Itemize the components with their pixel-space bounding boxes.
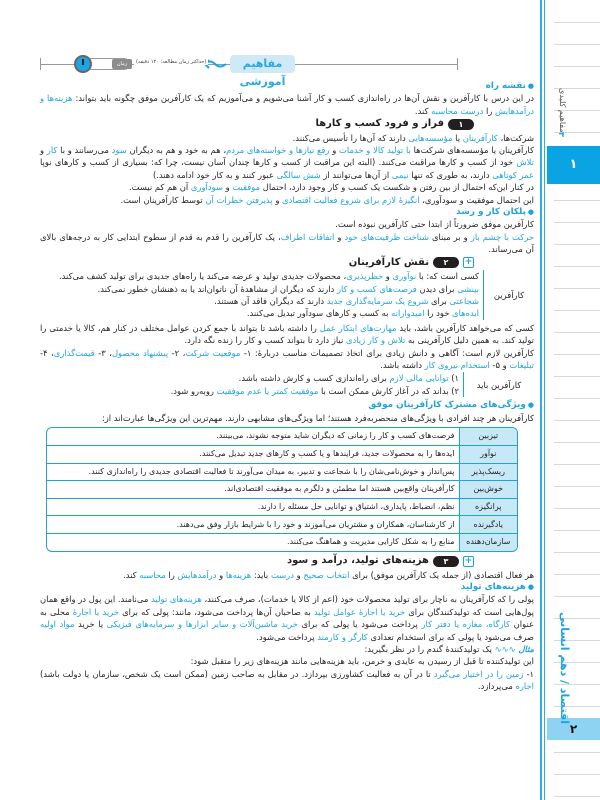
margin-border-line (544, 0, 545, 800)
table-row (47, 428, 517, 446)
margin-ruling-line (554, 574, 600, 575)
roadmap-heading: ● نقشه راه (40, 80, 534, 92)
section-title: نقش کارآفرینان (348, 256, 429, 268)
section-number-badge: ۲ (433, 257, 459, 268)
margin-ruling-line (554, 44, 600, 45)
trait-name-cell: پرانگیزه (459, 498, 517, 516)
main-content (40, 80, 534, 693)
brace-item: ۱) توانایی مالی لازم برای راه‌اندازی کسب و کارش داشته باشد. (238, 373, 459, 384)
key-concepts-marker: ۳ (557, 132, 566, 137)
paragraph: پولی را که کارآفرینان به ناچار برای تولید محصولات خود (اعم از کالا یا خدمات)، صرف می‌کنند، هزینه‌های تولید می‌نامند. این پول در واقع همان پول‌هایی است که تولیدکنندگان برای خرید یا اجارهٔ عوامل تولید به صاحبان آن‌ها پرداخت می‌شود، مانند: پولی که برای خرید یا اجارهٔ محلی به عنوان کارگاه، مغازه یا دفتر کار پرداخت می‌شود یا پولی که برای خرید ماشین‌آلات و سایر ابزارها و سرمایه‌های فیزیکی یا خرید مواد اولیه صرف می‌شود یا پولی که برای استخدام تعدادی کارگر و کارمند پرداخت می‌شود. (40, 594, 534, 642)
margin-ruling-line (554, 354, 600, 355)
trait-name-cell: نوآور (459, 446, 517, 464)
trait-name-cell: خوش‌بین (459, 481, 517, 499)
margin-ruling-line (554, 530, 600, 531)
trait-description-cell: فرصت‌های کسب و کار را زمانی که دیگران شاید متوجه نشوند، می‌بینند. (47, 428, 459, 446)
max-study-time: (حداکثر زمان مطالعه: ۱۲۰ دقیقه) (136, 59, 207, 65)
book-title-label: اقتصاد / دهم انسانی (558, 612, 571, 724)
header-rule-tick (40, 58, 41, 70)
plus-icon[interactable]: + (464, 555, 473, 566)
margin-ruling-line (554, 266, 600, 267)
wave-icon: ∿∿∿ (491, 643, 519, 654)
brace-item: شجاعتی برای شروع یک سرمایه‌گذاری جدید دارند که دیگران فاقد آن هستند. (214, 295, 479, 306)
section-3-heading (40, 555, 534, 567)
brace-item: بینشی برای دیدن فرصت‌های کسب و کار دارند که دیگران از مشاهدهٔ آن ناتوان‌اند یا به ذهنشان خطور نمی‌کند. (97, 283, 479, 294)
section-title: هزینه‌های تولید، درآمد و سود (286, 555, 429, 567)
margin-ruling-line (554, 222, 600, 223)
ladder-heading: ● پلکان کار و رشد (40, 206, 534, 218)
paragraph: کارآفرینان هر چند افرادی با ویژگی‌های منحصربه‌فرد هستند؛ اما ویژگی‌های مشابهی دارند. مهم‌ترین این ویژگی‌ها عبارت‌اند از: (101, 412, 534, 423)
margin-ruling-line (554, 332, 600, 333)
margin-ruling-line (554, 420, 600, 421)
example-label: مثال (518, 643, 534, 654)
margin-ruling-line (554, 66, 600, 67)
header-rule-tick (457, 58, 458, 70)
educational-concepts-badge: مفاهیم آموزشی (230, 55, 295, 73)
margin-ruling-line (554, 376, 600, 377)
your-time-label: زمان شما (112, 59, 132, 69)
trait-description-cell: ایده‌ها را به محصولات جدید، فرایندها و یا کسب و کارهای جدید تبدیل می‌کنند. (47, 446, 459, 464)
plus-icon[interactable]: + (464, 257, 473, 268)
paragraph: این احتمال موفقیت و سودآوری، انگیزهٔ لازم برای شروع فعالیت اقتصادی و پذیرفتن خطرات آن توسط کارآفرینان است. (120, 194, 534, 205)
paragraph: این تولیدکننده تا قبل از رسیدن به عایدی و خرمن، باید هزینه‌هایی مانند هزینه‌های زیر را متقبل شود: (190, 656, 534, 667)
trait-name-cell: سازمان‌دهنده (459, 534, 517, 552)
brace-item: ایده‌های خود را امیدوارانه به کسب و کارهای سودآور تبدیل می‌کنند. (246, 308, 479, 319)
section-header (40, 52, 458, 88)
margin-ruling-line (554, 464, 600, 465)
costs-heading: ● هزینه‌های تولید (40, 581, 534, 593)
trait-description-cell: نظم، انضباط، پایداری، اشتیاق و توانایی حل مسئله را دارند. (47, 498, 459, 516)
paragraph: ۱- زمین را در اختیار می‌گیرد تا در آن به فعالیت کشاورزی بپردازد. در مقابل به صاحب زمین (ممکن است یک شخص، سازمان یا دولت باشد) اجاره می‌پردازد. (40, 668, 535, 692)
paragraph: شرکت‌ها، کارآفرینان یا مؤسسه‌هایی دارند که آن‌ها را تأسیس می‌کنند. (292, 132, 534, 143)
stopwatch-icon (74, 55, 92, 73)
brace-item: ۲) بداند که در آغاز کارش ممکن است با موفقیت کمتر یا عدم موفقیت روبه‌رو شود. (170, 385, 459, 396)
trait-description-cell: پس‌انداز و خوش‌نامی‌شان را با شجاعت و تدبیر، به میدان می‌آورند تا فعالیت اقتصادی جدیدی را راه‌اندازی کنند. (47, 463, 459, 481)
traits-heading: ● ویژگی‌های مشترک کارآفرینان موفق (40, 399, 534, 411)
margin-ruling-line (554, 596, 600, 597)
paragraph: کارآفرینان یا مؤسسه‌های شرکت‌ها با تولید کالا و خدمات و رفع نیازها و خواسته‌های مردم، هم به خود و هم به دیگران سود می‌رسانند و با کار و تلاش خود از کسب و کارها مراقبت می‌کنند. (البته این مراقبت از کسب و کارها چندان آسان نیست، چرا که: بسیاری از کسب و کارهای نوپا عمر کوتاهی دارند، به طوری که تنها نیمی از آن‌ها می‌توانند از شش سالگی عبور کنند و به کار خود ادامه دهند.) (40, 145, 534, 180)
paragraph: کارآفرین لازم است: آگاهی و دانش زیادی برای اتخاذ تصمیمات مناسب دربارهٔ: ۱- موقعیت شرکت، ۲- پیشنهاد محصول، ۳- قیمت‌گذاری، ۴- تبلیغات و ۵- استخدام نیروی کار داشته باشد. (40, 347, 534, 370)
example-line: مثال ∿∿∿ یک تولیدکنندهٔ گندم را در نظر بگیرید: (364, 643, 534, 654)
trait-description-cell: از کارشناسان، همکاران و مشتریان می‌آموزند و خود را با شرایط بازار وفق می‌دهند. (47, 516, 459, 534)
brace-items (59, 270, 484, 320)
section-title: فراز و فرود کسب و کارها (315, 118, 444, 130)
table-row (47, 498, 517, 516)
section-1-heading (40, 118, 534, 130)
key-concepts-label: مفاهیم کلیدی (558, 88, 567, 133)
trait-name-cell: تیزبین (459, 428, 517, 446)
table-row (47, 516, 517, 534)
margin-border-line (540, 0, 542, 800)
margin-ruling-line (554, 288, 600, 289)
page-number-tab: ۲ (547, 718, 600, 740)
margin-ruling-line (554, 244, 600, 245)
entrepreneur-definition-brace (40, 270, 534, 320)
margin-ruling-line (554, 398, 600, 399)
section-2-heading (40, 257, 534, 269)
brace-item: کسی است که: با نوآوری و خطرپذیری، محصولات جدیدی تولید و عرضه می‌کند یا راه‌های جدیدی برای تولید کشف می‌کند. (58, 271, 479, 282)
paragraph: کسی که می‌خواهد کارآفرین باشد، باید مهارت‌های ابتکار عمل را داشته باشد تا بتواند با جمع کردن عوامل مختلف در کنار هم، کالا یا خدمتی را تولید کند. به همین دلیل کارآفرینی به تلاش و کار زیادی نیاز دارد تا بتواند کسب و کار را زنده نگه دارد. (40, 322, 534, 346)
brace-items (171, 372, 464, 397)
table-row (47, 534, 517, 552)
section-number-badge: ۱ (448, 119, 474, 130)
lesson-tab-1[interactable]: ۱ (547, 146, 600, 184)
margin-ruling-line (554, 200, 600, 201)
trait-name-cell: ریسک‌پذیر (459, 463, 517, 481)
trait-name-cell: یادگیرنده (459, 516, 517, 534)
paragraph: کارآفرین موفق ضرورتاً از ابتدا حتی کارآفرین نبوده است. (335, 219, 534, 230)
margin-ruling-line (554, 774, 600, 775)
margin-ruling-line (554, 310, 600, 311)
table-row (47, 481, 517, 499)
margin-ruling-line (554, 486, 600, 487)
brace-label: کارآفرین (493, 289, 525, 300)
margin-ruling-line (554, 796, 600, 797)
margin-ruling-line (554, 442, 600, 443)
margin-ruling-line (554, 508, 600, 509)
table-row (47, 446, 517, 464)
table-row (47, 463, 517, 481)
section-number-badge: ۳ (433, 556, 459, 567)
margin-ruling-line (554, 752, 600, 753)
paragraph: حرکت با چشم باز و بر مبنای شناخت ظرفیت‌های خود و اتفاقات اطراف، یک کارآفرین را قدم به قدم از سطوح ابتدایی کار به درجه‌های بالای آن می‌رساند. (40, 231, 535, 255)
brace-label: کارآفرین باید (476, 379, 522, 390)
margin-ruling-line (554, 22, 600, 23)
trait-description-cell: منابع را به شکل کارایی مدیریت و هماهنگ می‌کنند. (287, 537, 455, 547)
paragraph: هر فعال اقتصادی (از جمله یک کارآفرین موفق) برای انتخاب صحیح و درست باید: هزینه‌ها و درآمدهایش را محاسبه کند. (123, 569, 534, 580)
margin-ruling-line (554, 552, 600, 553)
intro-paragraph: در این درس با کارآفرین و نقش آن‌ها در راه‌اندازی کسب و کار آشنا می‌شویم و می‌آموزیم که یک کارآفرین موفق چگونه باید بتواند: هزینه‌ها و درآمدهایش را درست محاسبه کند. (40, 93, 534, 116)
entrepreneur-must-brace (40, 372, 534, 397)
traits-table (46, 427, 518, 552)
trait-description-cell: کارآفرینان واقع‌بین هستند اما مطمئن و دلگرم به موفقیت اقتصادی‌اند. (47, 481, 459, 499)
paragraph: در کنار این‌که احتمال از بین رفتن و شکست یک کسب و کار وجود دارد، احتمال موفقیت و سودآوری آن هم کم نیست. (128, 182, 534, 193)
